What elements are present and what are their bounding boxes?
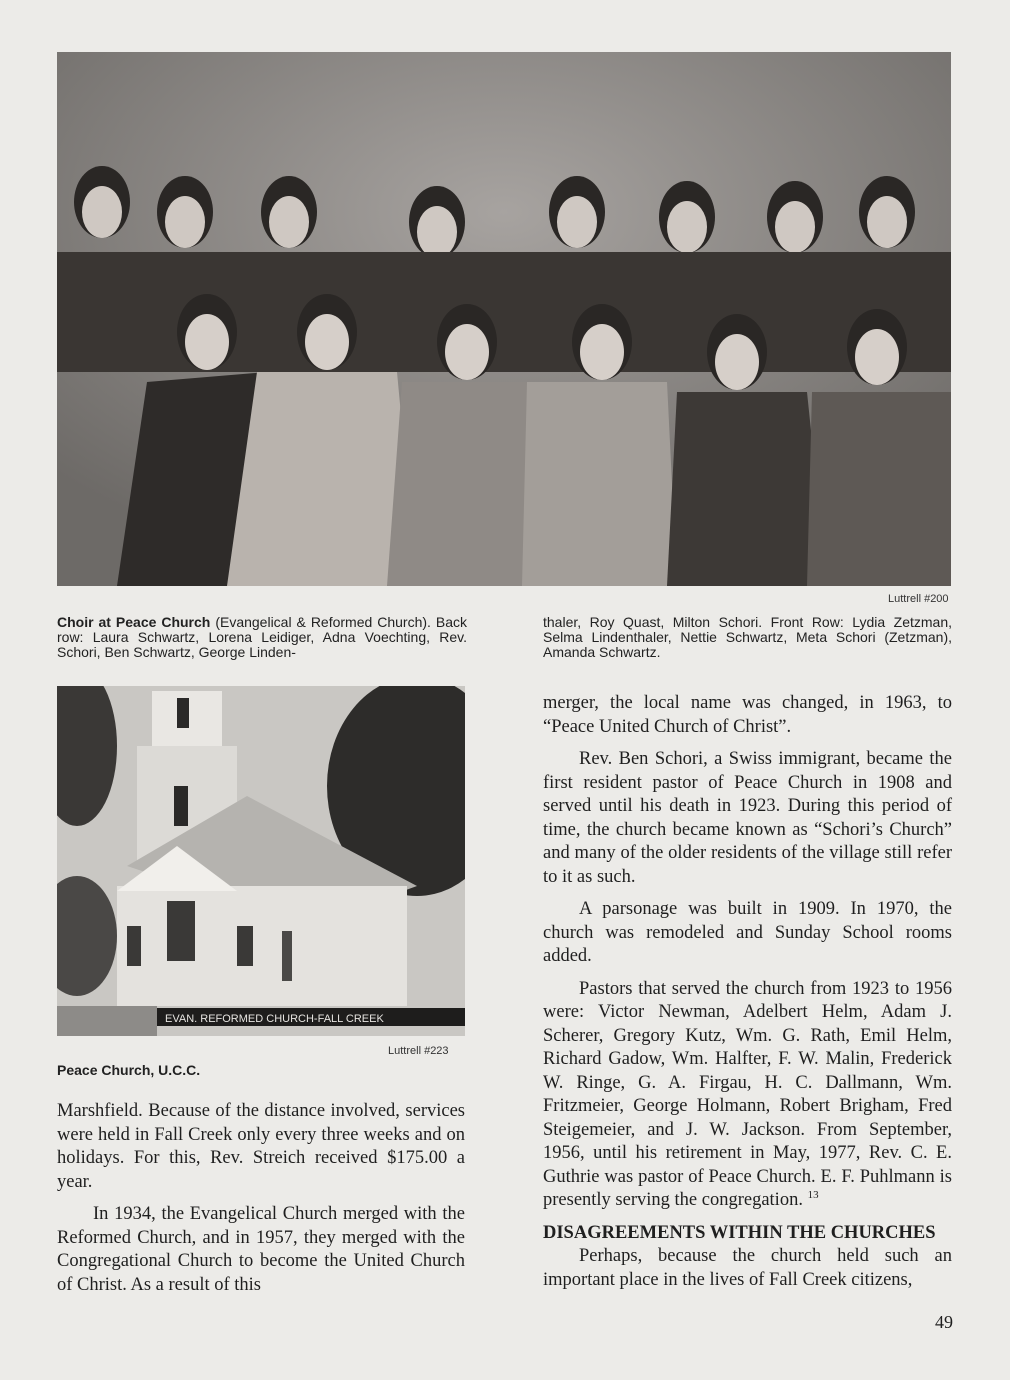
right-paragraph-5: Perhaps, because the church held such an important place in the lives of Fall Creek citizens, — [543, 1246, 952, 1290]
right-paragraph-3: A parsonage was built in 1909. In 1970, the church was remodeled and Sunday School rooms added. — [543, 899, 952, 966]
photo-caption-left — [57, 615, 467, 660]
photo-credit-2: Luttrell #223 — [388, 1045, 449, 1057]
caption-title: Choir at Peace Church — [57, 614, 211, 630]
caption-text: (Evangelical & Reformed Church). Back row: Laura Schwartz, Lorena Leidiger, Adna Voechting, Rev. Schori, Ben Schwartz, George Linden- — [57, 614, 468, 660]
right-paragraph-1: merger, the local name was changed, in 1963, to “Peace United Church of Christ”. — [543, 693, 952, 737]
left-column — [57, 1100, 465, 1306]
page-number: 49 — [935, 1312, 953, 1332]
church-photo — [57, 686, 465, 1036]
choir-photo — [57, 52, 951, 586]
section-heading: DISAGREEMENTS WITHIN THE CHURCHES — [543, 1222, 936, 1243]
photo-caption-right: thaler, Roy Quast, Milton Schori. Front Row: Lydia Zetzman, Selma Lindenthaler, Nettie Schwartz, Meta Schori (Zetzman), Amanda Schwartz. — [543, 614, 952, 660]
right-paragraph-4-text: Pastors that served the church from 1923 to 1956 were: Victor Newman, Adelbert Helm, Adam J. Scherer, Gregory Kutz, Wm. G. Rath, Emil Helm, Richard Gadow, Wm. Halfter, F. W. Malin, Frederick W. Ringe, G. A. Firgau, H. C. Dallmann, Wm. Fritzmeier, George Holmann, Robert Brigham, Fred Steigemeier, and J. W. Jackson. From September, 1956, until his retirement in May, 1977, Rev. C. E. Guthrie was pastor of Peace Church. E. F. Puhlmann is presently serving the congregation. — [543, 978, 952, 1210]
church-caption-title: Peace Church, U.C.C. — [57, 1062, 201, 1078]
left-paragraph-2: In 1934, the Evangelical Church merged with the Reformed Church, and in 1957, they merged with the Congregational Church to become the United Church of Christ. As a result of this — [57, 1204, 465, 1295]
right-paragraph-2: Rev. Ben Schori, a Swiss immigrant, became the first resident pastor of Peace Church in 1908 and served until his death in 1923. During this period of time, the church became known as “Schori’s Church” and many of the older residents of the village still refer to it as such. — [543, 749, 952, 887]
right-column — [543, 692, 952, 1301]
church-sign-text: EVAN. REFORMED CHURCH-FALL CREEK — [165, 1013, 384, 1025]
church-caption — [57, 1063, 357, 1078]
footnote-marker: 13 — [807, 1188, 819, 1201]
left-paragraph-1: Marshfield. Because of the distance involved, services were held in Fall Creek only every three weeks and on holidays. For this, Rev. Streich received $175.00 a year. — [57, 1101, 465, 1192]
photo-credit: Luttrell #200 — [888, 593, 949, 605]
right-paragraph-4 — [543, 978, 952, 1213]
